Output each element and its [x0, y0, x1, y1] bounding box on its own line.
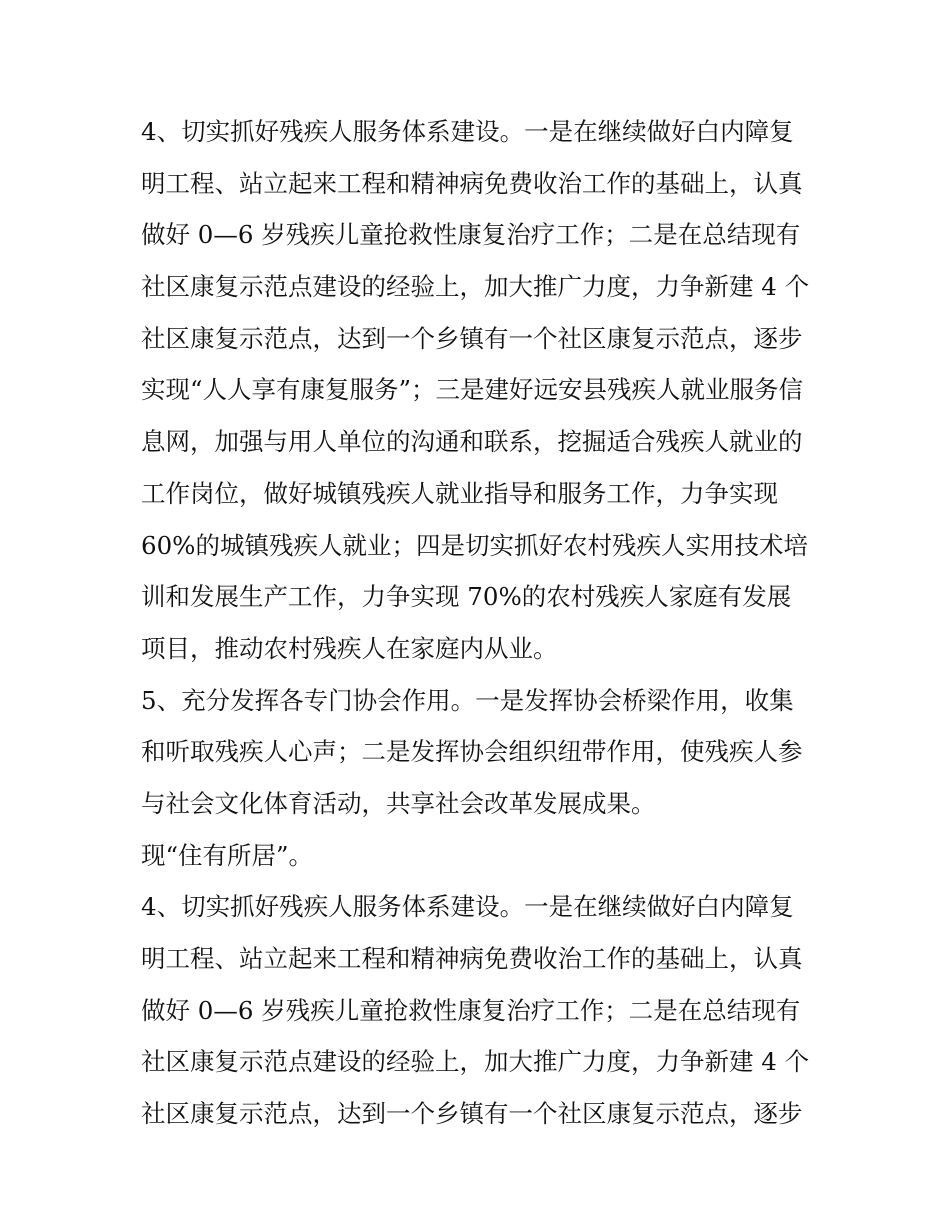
text-line: 社区康复示范点建设的经验上，加大推广力度，力争新建 4 个: [141, 1047, 810, 1077]
text-line: 现“住有所居”。: [141, 840, 314, 870]
text-line: 实现“人人享有康复服务”；三是建好远安县残疾人就业服务信: [141, 375, 804, 405]
text-line: 和听取残疾人心声；二是发挥协会组织纽带作用，使残疾人参: [141, 737, 803, 767]
text-line: 5、充分发挥各专门协会作用。一是发挥协会桥梁作用，收集: [141, 685, 794, 715]
text-line: 明工程、站立起来工程和精神病免费收治工作的基础上，认真: [141, 168, 803, 198]
document-body: [141, 106, 821, 1140]
text-line: 60%的城镇残疾人就业；四是切实抓好农村残疾人实用技术培: [141, 530, 808, 560]
text-line: 工作岗位，做好城镇残疾人就业指导和服务工作，力争实现: [141, 478, 778, 508]
text-line: 社区康复示范点，达到一个乡镇有一个社区康复示范点，逐步: [141, 1099, 803, 1129]
text-line: 与社会文化体育活动，共享社会改革发展成果。: [141, 788, 656, 818]
text-line: 息网，加强与用人单位的沟通和联系，挖掘适合残疾人就业的: [141, 427, 803, 457]
text-line: 明工程、站立起来工程和精神病免费收治工作的基础上，认真: [141, 944, 803, 973]
text-line: 项目，推动农村残疾人在家庭内从业。: [141, 633, 558, 663]
text-line: 社区康复示范点，达到一个乡镇有一个社区康复示范点，逐步: [141, 323, 803, 353]
text-line: 做好 0—6 岁残疾儿童抢救性康复治疗工作；二是在总结现有: [141, 995, 801, 1025]
text-line: 做好 0—6 岁残疾儿童抢救性康复治疗工作；二是在总结现有: [141, 220, 801, 250]
text-line: 4、切实抓好残疾人服务体系建设。一是在继续做好白内障复: [141, 117, 794, 146]
text-line: 4、切实抓好残疾人服务体系建设。一是在继续做好白内障复: [141, 892, 794, 922]
text-line: 社区康复示范点建设的经验上，加大推广力度，力争新建 4 个: [141, 272, 810, 302]
text-line: 训和发展生产工作，力争实现 70%的农村残疾人家庭有发展: [141, 582, 792, 612]
